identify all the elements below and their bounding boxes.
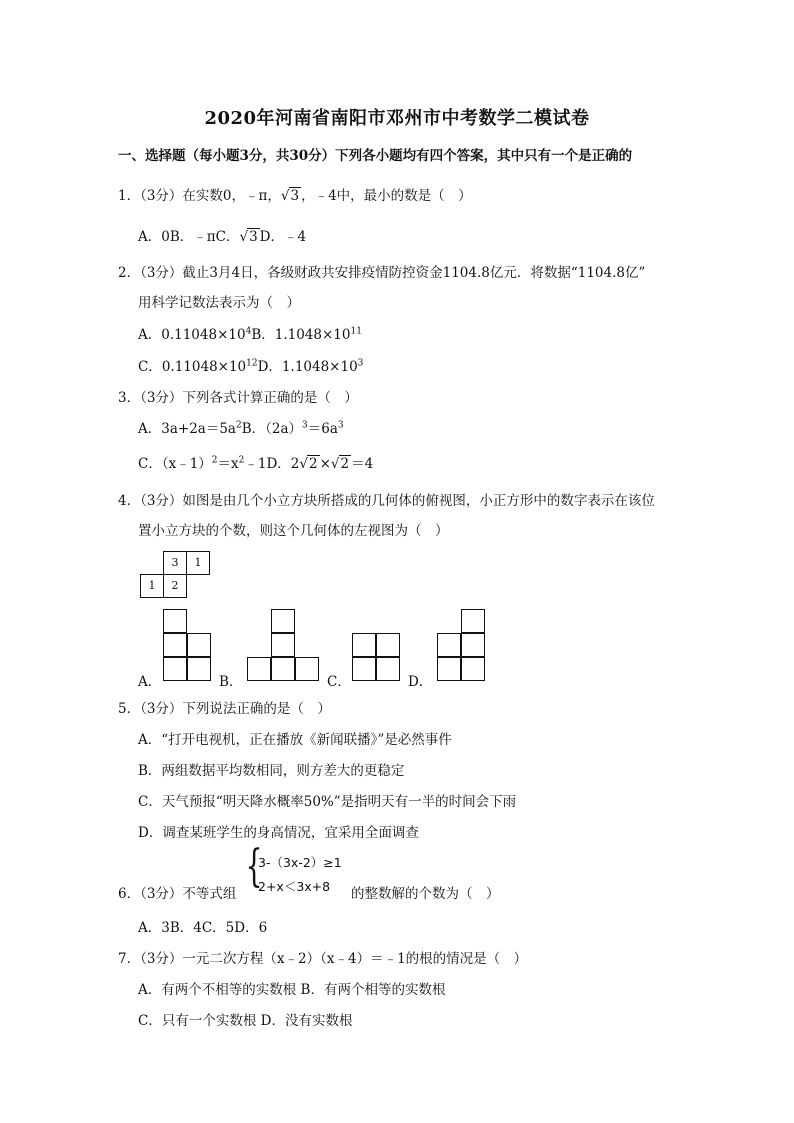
figure-square bbox=[376, 657, 400, 681]
q2-option-b: B．1.1048×10 bbox=[251, 327, 351, 343]
figure-square bbox=[461, 657, 485, 681]
q1-opt-radicand: 3 bbox=[249, 229, 258, 245]
figure-square bbox=[461, 633, 485, 657]
q1-opt-a: A．0B．﹣πC． bbox=[138, 229, 240, 245]
q1-stem-a: 1．（3分）在实数0，﹣π， bbox=[118, 188, 281, 204]
question-5-stem: 5．（3分）下列说法正确的是（ ） bbox=[118, 701, 331, 717]
question-6-prefix: 6．（3分）不等式组 bbox=[118, 886, 237, 902]
question-3-options-ab bbox=[138, 417, 344, 437]
grid-cell: 3 bbox=[163, 551, 187, 575]
sqrt-symbol: √3 bbox=[280, 188, 300, 204]
figure-square bbox=[187, 633, 211, 657]
sqrt-symbol: √2 bbox=[330, 456, 350, 472]
q1-stem-radicand: 3 bbox=[290, 188, 300, 204]
q3-d-end: ＝4 bbox=[351, 456, 374, 472]
q5-option-c: C．天气预报“明天降水概率50%”是指明天有一半的时间会下雨 bbox=[138, 794, 517, 810]
figure-square bbox=[295, 657, 319, 681]
q3-option-c-tail-exp: 2 bbox=[238, 455, 245, 466]
question-6-suffix: 的整数解的个数为（ ） bbox=[351, 886, 500, 902]
question-1-options bbox=[138, 225, 306, 245]
q4-option-d-label: D． bbox=[408, 674, 433, 690]
question-7-options-ab: A．有两个不相等的实数根 B．有两个相等的实数根 bbox=[138, 982, 446, 998]
q1-opt-b: D．﹣4 bbox=[259, 229, 307, 245]
q1-stem-b: ，﹣4中，最小的数是（ ） bbox=[301, 188, 472, 204]
q3-d-times: × bbox=[319, 456, 331, 472]
q2-option-a-exp: 4 bbox=[245, 326, 252, 337]
grid-cell: 2 bbox=[163, 574, 187, 598]
q3-option-a: A．3a+2a＝5a bbox=[138, 421, 236, 437]
q3-option-c-tail: ＝x bbox=[217, 456, 239, 472]
figure-square bbox=[437, 633, 461, 657]
q3-option-b-exp: 3 bbox=[302, 420, 308, 431]
question-2-stem-line2: 用科学记数法表示为（ ） bbox=[138, 295, 300, 311]
question-4-stem-line2: 置小立方块的个数，则这个几何体的左视图为（ ） bbox=[138, 523, 449, 539]
page-title: 2020年河南省南阳市邓州市中考数学二模试卷 bbox=[204, 108, 590, 129]
question-2-options-ab bbox=[138, 323, 362, 343]
q5-option-a: A．“打开电视机，正在播放《新闻联播》”是必然事件 bbox=[138, 732, 452, 748]
sqrt-symbol: √3 bbox=[239, 229, 258, 245]
figure-square bbox=[163, 657, 187, 681]
q2-option-d-exp: 3 bbox=[357, 358, 364, 369]
sqrt-symbol: √2 bbox=[299, 456, 318, 472]
grid-cell: 1 bbox=[140, 574, 164, 598]
figure-square bbox=[437, 657, 461, 681]
q4-option-a-label: A． bbox=[138, 674, 162, 690]
figure-square bbox=[271, 633, 295, 657]
question-2-options-cd bbox=[138, 355, 363, 375]
question-4-stem-line1: 4．（3分）如图是由几个小立方块所搭成的几何体的俯视图，小正方形中的数字表示在该位 bbox=[118, 493, 655, 509]
q2-option-c: C．0.11048×10 bbox=[138, 359, 247, 375]
inequality-2: 2+x＜3x+8 bbox=[258, 879, 331, 894]
figure-square bbox=[376, 633, 400, 657]
q4-option-c-label: C． bbox=[327, 674, 351, 690]
figure-square bbox=[271, 657, 295, 681]
question-7-stem: 7．（3分）一元二次方程（x﹣2）（x﹣4）＝﹣1的根的情况是（ ） bbox=[118, 951, 528, 967]
q3-option-b-tail: ＝6a bbox=[307, 421, 338, 437]
figure-square bbox=[187, 657, 211, 681]
figure-square bbox=[352, 657, 376, 681]
q3-option-a-exp: 2 bbox=[235, 420, 242, 431]
question-1-stem bbox=[118, 184, 472, 204]
grid-cell: 1 bbox=[186, 551, 210, 575]
inequality-1: 3-（3x-2）≥1 bbox=[258, 855, 342, 870]
q4-option-b-label: B． bbox=[219, 674, 243, 690]
q2-option-c-exp: 12 bbox=[246, 358, 258, 369]
question-7-options-cd: C．只有一个实数根 D．没有实数根 bbox=[138, 1013, 353, 1029]
figure-square bbox=[352, 633, 376, 657]
figure-square bbox=[163, 609, 187, 633]
question-3-stem: 3．（3分）下列各式计算正确的是（ ） bbox=[118, 390, 358, 406]
q3-option-c: C．（x﹣1） bbox=[138, 456, 212, 472]
q5-option-d: D．调查某班学生的身高情况，宜采用全面调查 bbox=[138, 825, 419, 841]
q3-option-b: B．（2a） bbox=[241, 421, 303, 437]
q3-d-radicand-2: 2 bbox=[340, 456, 350, 472]
figure-square bbox=[247, 657, 271, 681]
figure-square bbox=[163, 633, 187, 657]
brace-icon: { bbox=[245, 841, 263, 892]
q2-option-a: A．0.11048×10 bbox=[138, 327, 246, 343]
question-2-stem-line1: 2．（3分）截止3月4日，各级财政共安排疫情防控资金1104.8亿元．将数据“1104.8亿” bbox=[118, 265, 646, 281]
q3-d-radicand-1: 2 bbox=[309, 456, 318, 472]
question-3-options-cd bbox=[138, 452, 373, 472]
figure-square bbox=[271, 609, 295, 633]
q2-option-b-exp: 11 bbox=[350, 326, 362, 337]
q3-option-c-exp: 2 bbox=[211, 455, 218, 466]
section-heading: 一、选择题（每小题3分，共30分）下列各小题均有四个答案，其中只有一个是正确的 bbox=[118, 148, 633, 164]
q3-option-b-tail-exp: 3 bbox=[337, 420, 344, 431]
q3-option-c-tail2: ﹣1D．2 bbox=[244, 456, 300, 472]
figure-square bbox=[461, 609, 485, 633]
q5-option-b: B．两组数据平均数相同，则方差大的更稳定 bbox=[138, 763, 405, 779]
question-6-options: A．3B．4C．5D．6 bbox=[138, 920, 268, 936]
q2-option-d: D．1.1048×10 bbox=[257, 359, 358, 375]
